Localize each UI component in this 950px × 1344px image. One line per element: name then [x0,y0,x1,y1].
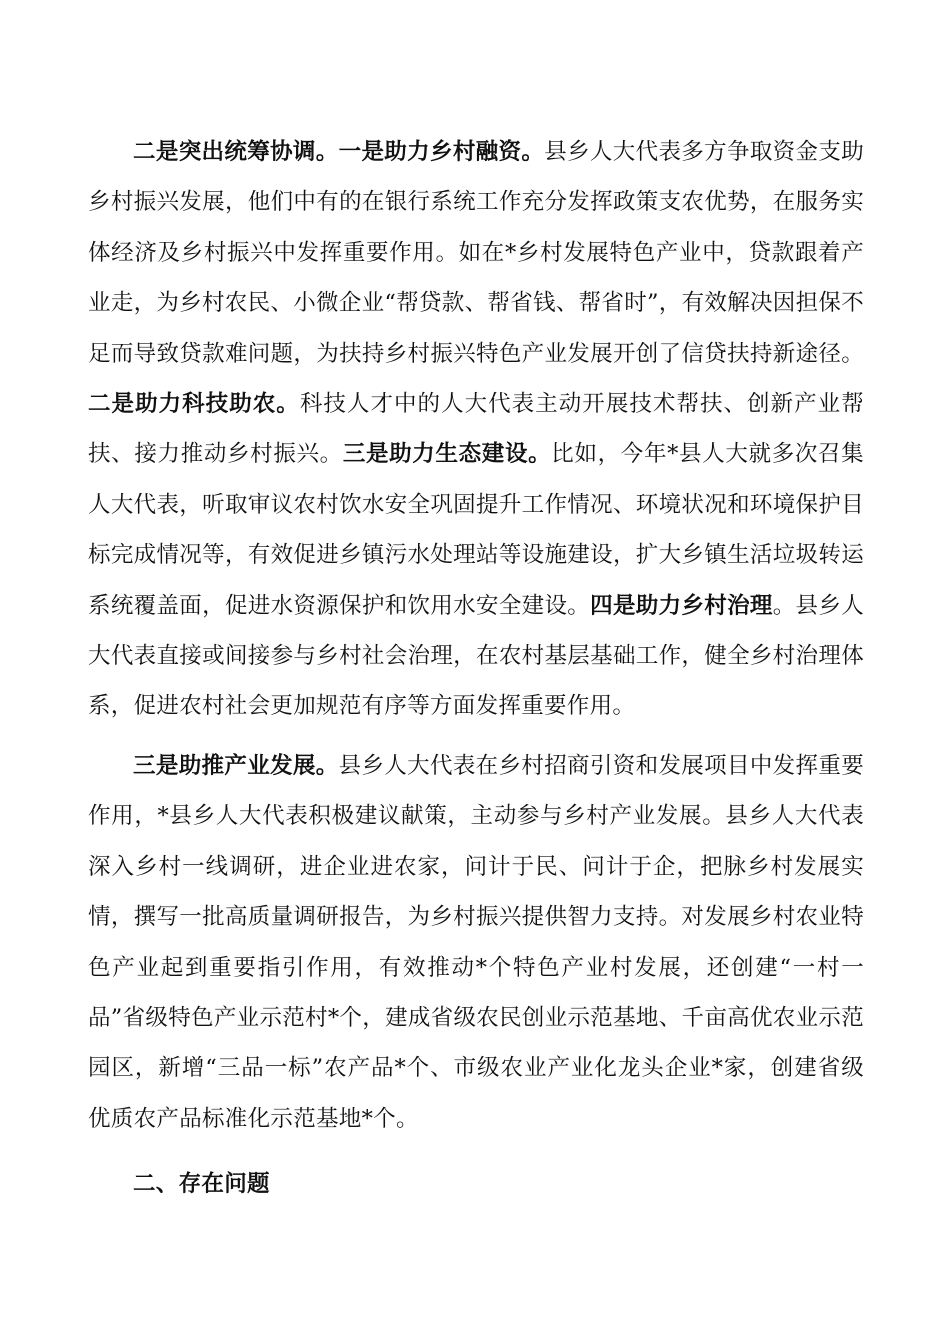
subpoint-heading-financing: 一是助力乡村融资。 [338,139,545,165]
section-heading-problems: 二、存在问题 [133,1171,270,1198]
subpoint-heading-ecology: 三是助力生态建设。 [342,441,552,468]
paragraph-industry [88,741,864,1144]
subpoint-heading-governance: 四是助力乡村治理 [590,592,773,619]
subpoint-text-ecology: 比如，今年*县人大就多次召集人大代表，听取审议农村饮水安全巩固提升工作情况、环境状况和环境保护目标完成情况等，有效促进乡镇污水处理站等设施建设，扩大乡镇生活垃圾转运系统覆盖面，促进水资源保护和饮用水安全建设。 [88,441,864,619]
point-text-industry: 县乡人大代表在乡村招商引资和发展项目中发挥重要作用，*县乡人大代表积极建议献策，主动参与乡村产业发展。县乡人大代表深入乡村一线调研，进企业进农家，问计于民、问计于企，把脉乡村发展实情，撰写一批高质量调研报告，为乡村振兴提供智力支持。对发展乡村农业特色产业起到重要指引作用，有效推动*个特色产业村发展，还创建“一村一品”省级特色产业示范村*个，建成省级农民创业示范基地、千亩高优农业示范园区，新增“三品一标”农产品*个、市级农业产业化龙头企业*家，创建省级优质农产品标准化示范基地*个。 [88,752,864,1132]
document-body [88,127,864,1210]
subpoint-text-financing: 县乡人大代表多方争取资金支助乡村振兴发展，他们中有的在银行系统工作充分发挥政策支农优势，在服务实体经济及乡村振兴中发挥重要作用。如在*乡村发展特色产业中，贷款跟着产业走，为乡村农民、小微企业“帮贷款、帮省钱、帮省时”，有效解决因担保不足而导致贷款难问题，为扶持乡村振兴特色产业发展开创了信贷扶持新途径。 [88,139,865,367]
point-heading-coordination: 二是突出统筹协调。 [133,139,339,165]
subpoint-text-technology: 科技人才中的人大代表主动开展技术帮扶、创新产业帮扶、接力推动乡村振兴。 [88,391,865,468]
point-heading-industry: 三是助推产业发展。 [133,752,339,779]
subpoint-text-governance: 。县乡人大代表直接或间接参与乡村社会治理，在农村基层基础工作，健全乡村治理体系，促进农村社会更加规范有序等方面发挥重要作用。 [88,592,864,720]
subpoint-heading-technology: 二是助力科技助农。 [88,391,300,418]
paragraph-coordination [88,127,864,732]
